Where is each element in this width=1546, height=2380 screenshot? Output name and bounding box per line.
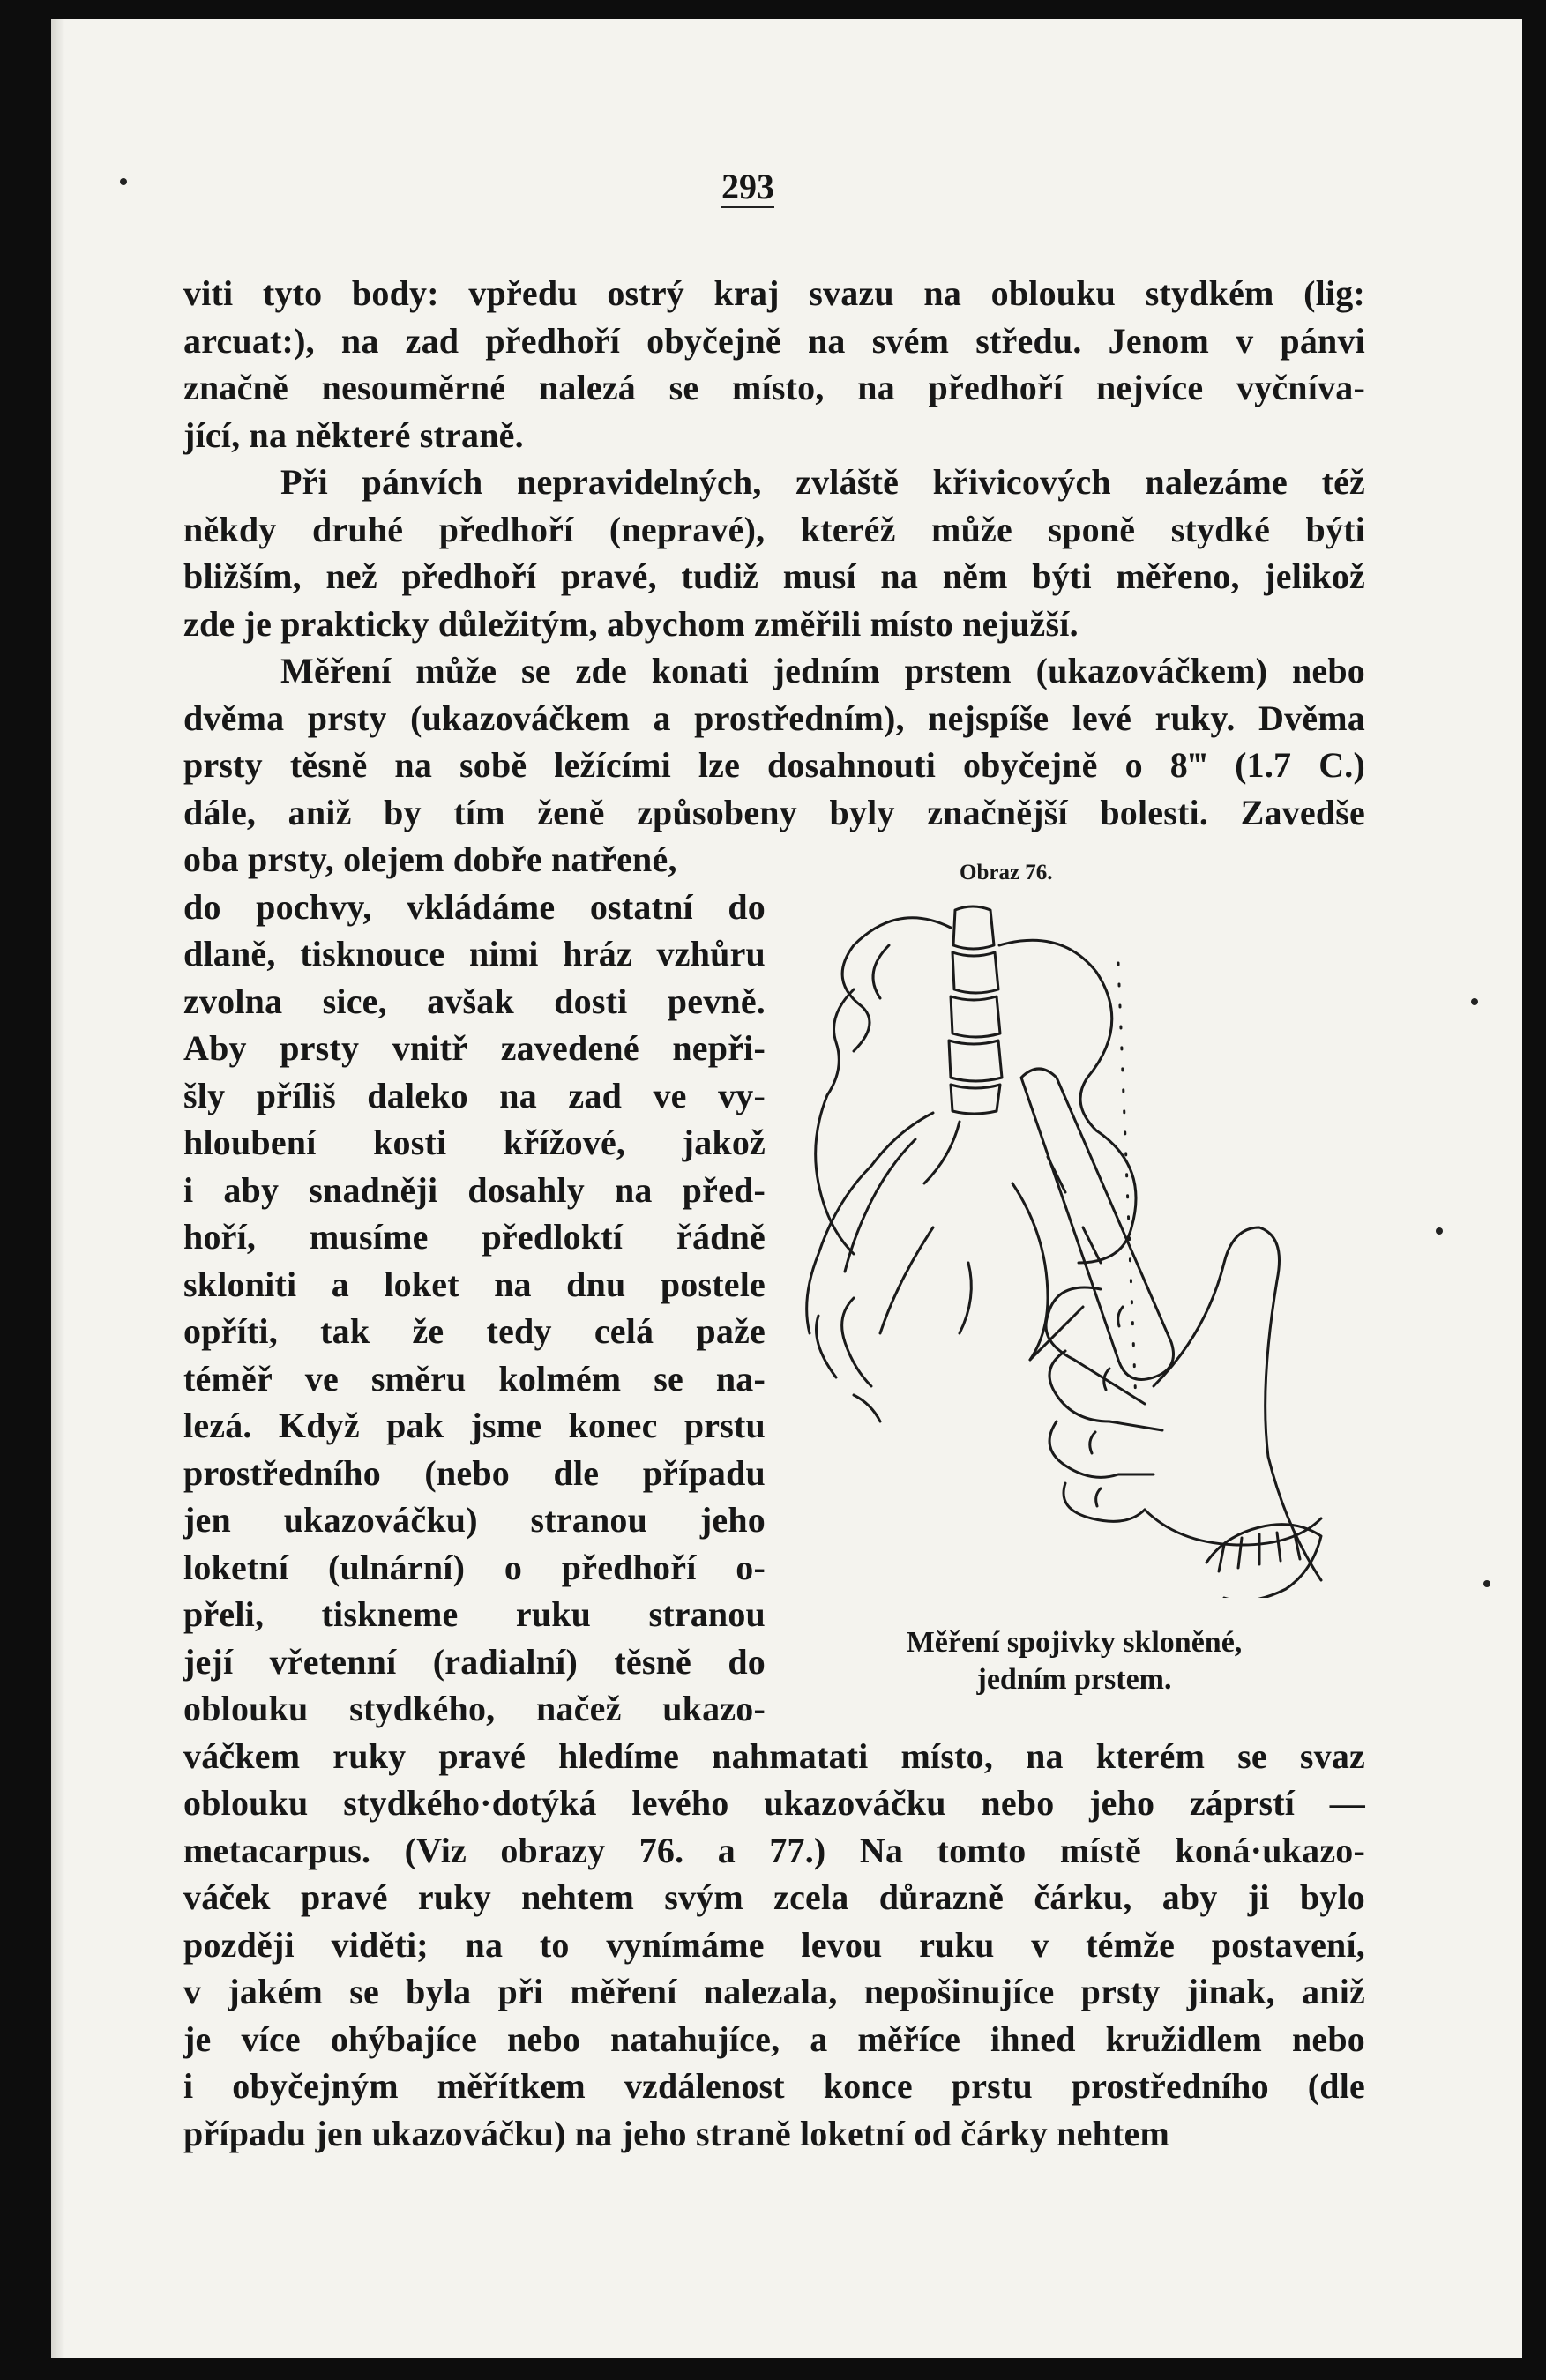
text-line: zde je prakticky důležitým, abychom změřili místo nejužší. — [183, 603, 1079, 644]
text-line: zvolna sice, avšak dosti pevně. — [183, 981, 766, 1021]
hand — [1046, 1227, 1321, 1598]
anatomical-illustration — [730, 892, 1409, 1598]
text-line: dvěma prsty (ukazováčkem a prostředním), nejspíše levé ruky. Dvěma — [183, 698, 1365, 738]
speck — [120, 178, 127, 185]
text-line: je více ohýbajíce nebo natahujíce, a měříce ihned kružidlem nebo — [183, 2018, 1365, 2059]
text-line: téměř ve směru kolmém se na- — [183, 1358, 766, 1399]
text-line: šly příliš daleko na zad ve vy- — [183, 1075, 766, 1115]
text-line: oblouku stydkého·dotýká levého ukazováčku nebo jeho záprstí — — [183, 1783, 1365, 1823]
caption-line-1: Měření spojivky skloněné, — [906, 1626, 1243, 1659]
caption-line-2: jedním prstem. — [976, 1663, 1172, 1696]
text-line: Aby prsty vnitř zavedené nepři- — [183, 1028, 766, 1068]
text-line: skloniti a loket na dnu postele — [183, 1264, 766, 1304]
text-line: metacarpus. (Viz obrazy 76. a 77.) Na tomto místě koná·ukazo- — [183, 1830, 1365, 1870]
speck — [1436, 1227, 1443, 1235]
text-line: případu jen ukazováčku) na jeho straně loketní od čárky nehtem — [183, 2113, 1170, 2153]
text-line: arcuat:), na zad předhoří obyčejně na svém středu. Jenom v pánvi — [183, 320, 1365, 361]
text-line: i aby snadněji dosahly na před- — [183, 1169, 766, 1210]
text-line: její vřetenní (radialní) těsně do — [183, 1641, 766, 1682]
figure-caption — [836, 1624, 1312, 1698]
text-line: oblouku stydkého, načež ukazo- — [183, 1689, 766, 1728]
text-line: později viděti; na to vynímáme levou ruku v témže postavení, — [183, 1924, 1365, 1965]
text-line: jící, na některé straně. — [183, 414, 524, 455]
text-line: prsty těsně na sobě ležícími lze dosahnouti obyčejně o 8‴ (1.7 C.) — [183, 745, 1365, 785]
page-number: 293 — [721, 167, 774, 206]
text-line: hoří, musíme předloktí řádně — [183, 1217, 766, 1257]
text-line: prostředního (nebo dle případu — [183, 1452, 766, 1493]
speck — [1471, 998, 1478, 1005]
text-line: lezá. Když pak jsme konec prstu — [183, 1406, 766, 1445]
text-line: váček pravé ruky nehtem svým zcela důrazně čárku, aby ji bylo — [183, 1877, 1365, 1917]
text-line: i obyčejným měřítkem vzdálenost konce prstu prostředního (dle — [183, 2066, 1365, 2106]
text-line: hloubení kosti křížové, jakož — [183, 1123, 766, 1162]
text-line: viti tyto body: vpředu ostrý kraj svazu na oblouku stydkém (lig: — [183, 273, 1365, 313]
text-line: dlaně, tisknouce nimi hráz vzhůru — [183, 934, 766, 974]
text-line: opříti, tak že tedy celá paže — [183, 1311, 766, 1351]
text-line: jen ukazováčku) stranou jeho — [183, 1500, 766, 1540]
text-line: váčkem ruky pravé hledíme nahmatati místo, na kterém se svaz — [183, 1735, 1365, 1776]
text-line: značně nesouměrné nalezá se místo, na předhoří nejvíce vyčníva- — [183, 368, 1365, 407]
book-page — [51, 19, 1522, 2358]
text-line: do pochvy, vkládáme ostatní do — [183, 886, 766, 927]
text-line: dále, aniž by tím ženě způsobeny byly značnější bolesti. Zavedše — [183, 792, 1365, 832]
figure-label: Obraz 76. — [960, 861, 1053, 884]
text-line: oba prsty, olejem dobře natřené, — [183, 839, 677, 879]
text-line: bližším, než předhoří pravé, tudiž musí na něm býti měřeno, jelikož — [183, 556, 1365, 596]
text-line: loketní (ulnární) o předhoří o- — [183, 1547, 766, 1587]
speck — [1483, 1580, 1490, 1587]
text-line: Měření může se zde konati jedním prstem (ukazováčkem) nebo — [280, 651, 1365, 690]
text-line: přeli, tiskneme ruku stranou — [183, 1594, 766, 1634]
spine-vertebrae — [949, 906, 1002, 1114]
text-line: někdy druhé předhoří (nepravé), kteréž může sponě stydké býti — [183, 509, 1365, 549]
page-left-edge-shadow — [51, 19, 74, 2358]
text-line: v jakém se byla při měření nalezala, nepošinujíce prsty jinak, aniž — [183, 1972, 1365, 2011]
text-line: Při pánvích nepravidelných, zvláště křivicových nalezáme též — [280, 462, 1365, 502]
